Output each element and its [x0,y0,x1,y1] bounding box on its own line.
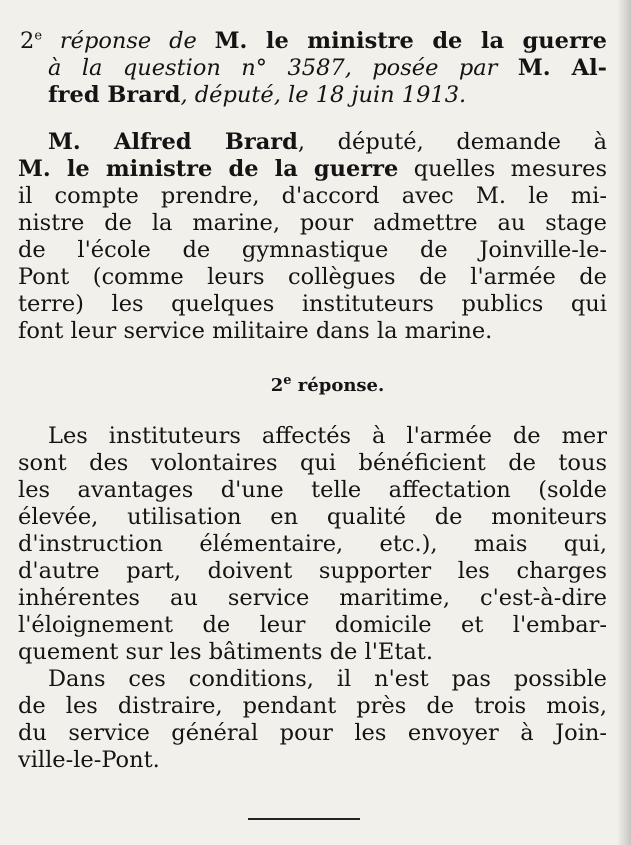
header-line-3 [48,82,607,109]
answer-p1-line-1: Les instituteurs affectés à l'armée de mer [48,423,607,449]
header-line-3-italic: , député, le 18 juin 1913. [180,82,467,108]
end-divider [248,818,360,820]
header-ordinal-sup: e [34,28,43,44]
header-line-2-italic: à la question n° 3587, posée par [48,55,518,81]
question-line-2-rest: quelles mesures [398,156,607,182]
answer-heading [48,373,607,399]
header-line-1-italic: réponse de [42,28,215,54]
answer-p1-line-3: les avantages d'une telle affectation (solde [18,477,607,503]
section-gap [48,109,607,129]
answer-p1-line-8: l'éloignement de leur domicile et l'embar- [18,612,607,638]
answer-p2-line-1: Dans ces conditions, il n'est pas possible [48,666,607,692]
question-minister: M. le ministre de la guerre [18,156,399,182]
question-line-1 [48,129,607,156]
question-line-7: terre) les quelques instituteurs publics qui [18,291,607,317]
header-line-1-bold: M. le ministre de la guerre [214,28,607,54]
answer-p2-line-4: ville-le-Pont. [18,747,160,773]
answer-p1-line-9: quement sur les bâtiments de l'Etat. [18,639,433,665]
question-line-6: Pont (comme leurs collègues de l'armée de [18,264,607,290]
header-line-2 [48,55,607,82]
question-deputy-name: M. Alfred Brard [48,129,298,155]
question-line-3: il compte prendre, d'accord avec M. le mi- [18,183,607,209]
question-line-2 [18,156,607,183]
answer-p1-line-2: sont des volontaires qui bénéficient de tous [18,450,607,476]
answer-heading-ordinal: 2 [270,375,284,396]
page-edge-shadow [617,0,631,845]
header-ordinal: 2 [20,28,35,54]
answer-p2-line-3: du service général pour les envoyer à Join- [18,720,607,746]
answer-p1-line-4: élevée, utilisation en qualité de moniteurs [18,504,607,530]
answer-p1-line-6: d'autre part, doivent supporter les charges [18,558,607,584]
question-line-1-rest: , député, demande à [297,129,607,155]
question-line-5: de l'école de gymnastique de Joinville-le- [18,237,607,263]
answer-p2-line-2: de les distraire, pendant près de trois mois, [18,693,607,719]
answer-p1-line-5: d'instruction élémentaire, etc.), mais qui, [18,531,607,557]
answer-p1-line-7: inhérentes au service maritime, c'est-à-dire [18,585,607,611]
answer-heading-label: réponse. [291,375,385,396]
question-line-8: font leur service militaire dans la marine. [18,318,493,344]
header-line-1 [20,28,607,55]
header-line-3-bold: fred Brard [48,82,181,108]
question-line-4: nistre de la marine, pour admettre au stage [18,210,607,236]
answer-heading-ordinal-sup: e [283,373,292,388]
header-line-2-bold: M. Al- [517,55,607,81]
